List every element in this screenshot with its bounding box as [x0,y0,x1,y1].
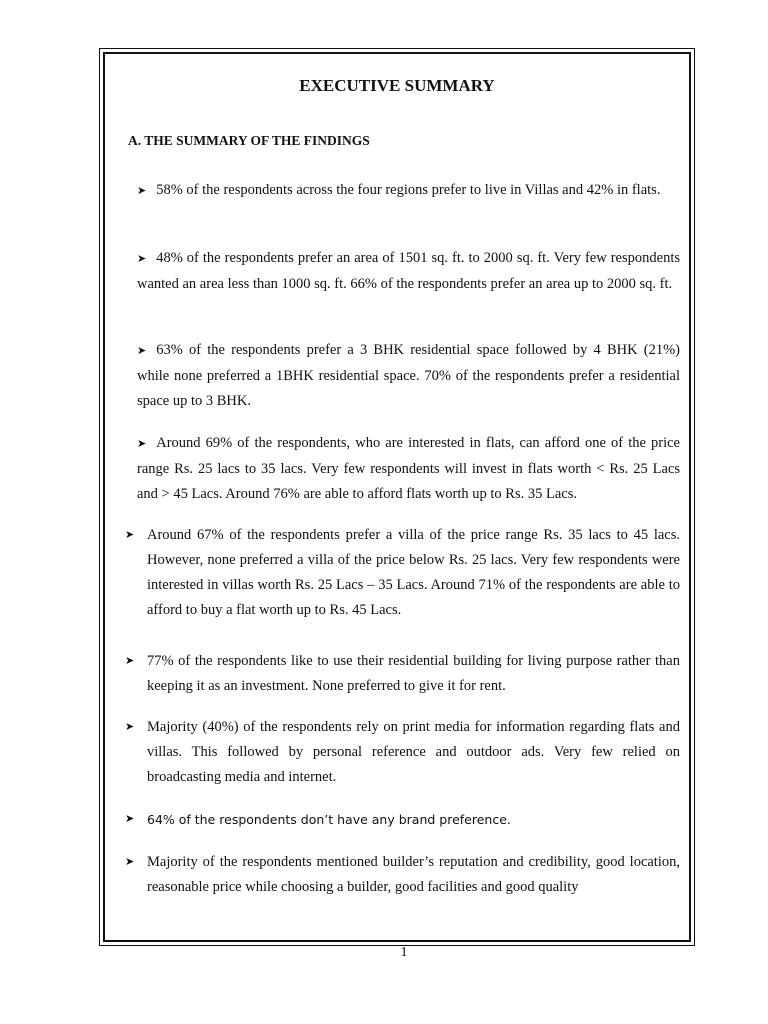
arrowhead-bullet-icon: ➤ [125,813,135,825]
arrowhead-bullet-icon: ➤ [137,185,147,197]
finding-text: Majority (40%) of the respondents rely on print media for information regarding flats and villas. This followed by personal reference and outdoor ads. Very few relied on broadcasting media and internet. [147,719,680,785]
finding-text: 48% of the respondents prefer an area of 1501 sq. ft. to 2000 sq. ft. Very few respondents wanted an area less than 1000 sq. ft. 66% of the respondents prefer an area up to 2000 sq. ft. [137,250,680,292]
page-number: 1 [400,945,408,960]
arrowhead-bullet-icon: ➤ [125,721,135,733]
finding-text: Around 69% of the respondents, who are interested in flats, can afford one of the price range Rs. 25 lacs to 35 lacs. Very few respondents will invest in flats worth < Rs. 25 Lacs and > 45 Lacs. Around 76% are able to afford flats worth up to Rs. 35 Lacs. [137,435,680,502]
finding-text: Majority of the respondents mentioned builder’s reputation and credibility, good location, reasonable price while choosing a builder, good facilities and good quality [147,854,680,895]
finding-item [137,431,680,507]
finding-item [125,649,680,699]
finding-item [125,807,680,833]
finding-text: 63% of the respondents prefer a 3 BHK residential space followed by 4 BHK (21%) while none preferred a 1BHK residential space. 70% of the respondents prefer a residential space up to 3 BHK. [137,342,680,409]
arrowhead-bullet-icon: ➤ [125,655,135,667]
finding-text: 64% of the respondents don’t have any brand preference. [147,812,511,827]
page-title: EXECUTIVE SUMMARY [299,76,495,95]
finding-text: Around 67% of the respondents prefer a villa of the price range Rs. 35 lacs to 45 lacs. However, none preferred a villa of the price below Rs. 25 lacs. Very few respondents were interested in villas worth Rs. 25 Lacs – 35 Lacs. Around 71% of the respondents are able to afford to buy a flat worth up to Rs. 45 Lacs. [147,527,680,618]
arrowhead-bullet-icon: ➤ [137,438,147,450]
arrowhead-bullet-icon: ➤ [137,345,147,357]
arrowhead-bullet-icon: ➤ [137,253,147,265]
finding-item [137,246,680,297]
arrowhead-bullet-icon: ➤ [125,856,135,868]
finding-item [125,715,680,790]
finding-item [125,850,680,900]
finding-item [125,523,680,623]
finding-text: 58% of the respondents across the four regions prefer to live in Villas and 42% in flats. [156,182,661,198]
finding-text: 77% of the respondents like to use their residential building for living purpose rather than keeping it as an investment. None preferred to give it for rent. [147,653,680,694]
section-heading: A. THE SUMMARY OF THE FINDINGS [128,133,370,148]
finding-item [137,338,680,414]
finding-item [137,178,680,204]
arrowhead-bullet-icon: ➤ [125,529,135,541]
